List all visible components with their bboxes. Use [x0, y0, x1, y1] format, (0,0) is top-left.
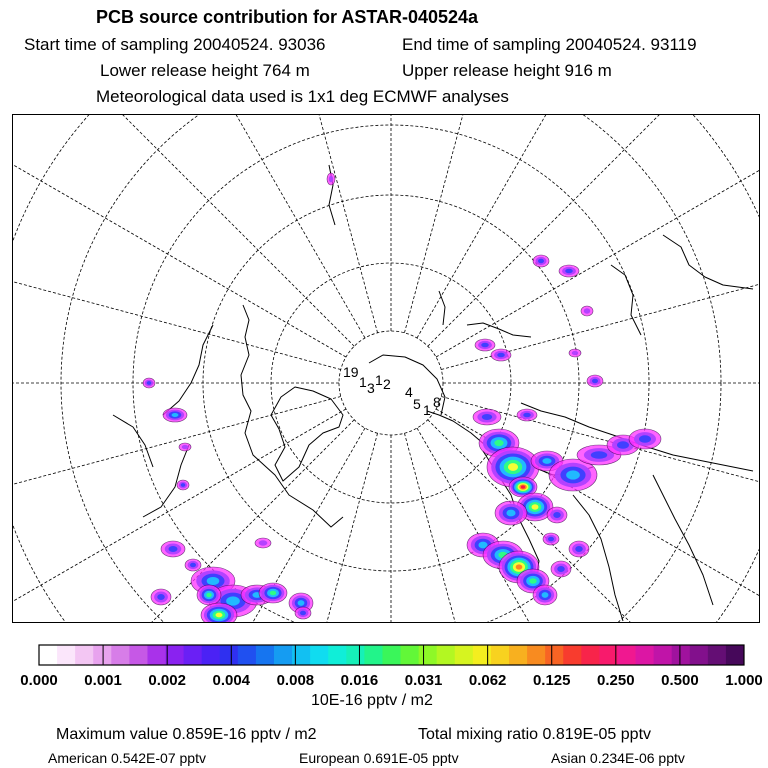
- maximum-value: Maximum value 0.859E-16 pptv / m2: [56, 726, 317, 743]
- color-scale-tick-label: 0.062: [468, 672, 507, 689]
- color-scale-tick-label: 0.000: [20, 672, 58, 689]
- plume-cell: [157, 594, 165, 600]
- plume-cell: [216, 613, 223, 618]
- color-scale-bin: [708, 645, 726, 665]
- color-scale-bin: [57, 645, 75, 665]
- color-scale-bin: [563, 645, 581, 665]
- color-scale-bin: [473, 645, 491, 665]
- color-scale-tick-label: 0.001: [84, 672, 122, 689]
- plume-cell: [542, 458, 551, 464]
- color-scale-bin: [328, 645, 346, 665]
- latitude-circle: [13, 115, 759, 622]
- meridian-line: [13, 115, 346, 357]
- plume-cell: [497, 353, 505, 358]
- total-mixing-ratio: Total mixing ratio 0.819E-05 pptv: [418, 726, 652, 743]
- plume-cell: [521, 485, 525, 488]
- meridian-line: [13, 409, 346, 622]
- coastline: [241, 305, 343, 527]
- plume-cell: [548, 537, 554, 542]
- plume-cell: [516, 564, 523, 569]
- color-scale-bin: [654, 645, 672, 665]
- pole-station-label: 4: [405, 384, 413, 400]
- color-scale-bin: [184, 645, 202, 665]
- color-scale-bin: [527, 645, 545, 665]
- color-scale-bin: [617, 645, 635, 665]
- meridian-line: [428, 115, 759, 346]
- plume-cell: [592, 379, 598, 384]
- plume-cell: [298, 600, 305, 606]
- plume-cell: [190, 563, 196, 568]
- plume-cell: [169, 546, 178, 552]
- plume-cell: [639, 435, 651, 443]
- color-scale-bin: [147, 645, 165, 665]
- plume-cell: [506, 510, 515, 517]
- meteorological-data: Meteorological data used is 1x1 deg ECMWF analyses: [96, 87, 509, 106]
- coastline: [439, 291, 445, 325]
- color-scale-bin: [93, 645, 111, 665]
- color-scale-bin: [509, 645, 527, 665]
- map-canvas: [13, 115, 759, 622]
- color-scale-bin: [455, 645, 473, 665]
- color-scale-bin: [129, 645, 147, 665]
- coastline: [663, 235, 753, 289]
- plume-cell: [172, 413, 179, 417]
- meridian-line: [417, 115, 751, 338]
- plume-field: [143, 173, 661, 622]
- coastline: [611, 265, 641, 335]
- color-scale-bin: [491, 645, 509, 665]
- color-scale-bin: [599, 645, 617, 665]
- plume-cell: [482, 414, 493, 420]
- plume-cell: [617, 441, 629, 449]
- plume-cell: [207, 577, 220, 585]
- color-scale-bin: [437, 645, 455, 665]
- plume-cell: [557, 566, 565, 572]
- start-time: Start time of sampling 20040524. 93036: [24, 35, 326, 54]
- plume-cell: [532, 504, 539, 509]
- color-scale-tick-label: 0.002: [148, 672, 186, 689]
- plume-cell: [494, 440, 503, 446]
- color-scale-tick-label: 0.008: [276, 672, 315, 689]
- color-scale-tick-label: 0.500: [661, 672, 699, 689]
- latitude-circle: [13, 115, 759, 622]
- plume-cell: [508, 463, 518, 471]
- meridian-line: [13, 115, 354, 346]
- color-scale-bin: [202, 645, 220, 665]
- color-scale-bin: [636, 645, 654, 665]
- color-scale-bin: [346, 645, 364, 665]
- color-scale-bin: [39, 645, 57, 665]
- coastlines: [113, 165, 753, 621]
- color-scale-tick-label: 0.004: [212, 672, 251, 689]
- asian-contribution: Asian 0.234E-06 pptv: [551, 750, 685, 766]
- latitude-circle: [13, 115, 759, 622]
- color-scale-bin: [292, 645, 310, 665]
- color-scale-bin: [545, 645, 563, 665]
- coastline: [163, 325, 213, 415]
- plume-cell: [481, 343, 489, 348]
- color-scale: [38, 644, 745, 666]
- coastline: [113, 415, 153, 467]
- pole-station-label: 2: [383, 376, 391, 392]
- color-scale-bin: [581, 645, 599, 665]
- end-time: End time of sampling 20040524. 93119: [402, 35, 697, 54]
- color-scale-bin: [382, 645, 400, 665]
- meridian-line: [31, 115, 365, 338]
- color-scale-bin: [274, 645, 292, 665]
- color-scale-tick-label: 0.125: [532, 672, 571, 689]
- upper-release-height: Upper release height 916 m: [402, 61, 612, 80]
- plume-cell: [538, 259, 544, 264]
- pole-station-label: 1: [359, 374, 367, 390]
- coastline: [467, 323, 531, 337]
- plume-cell: [259, 540, 268, 545]
- color-scale-bin: [75, 645, 93, 665]
- color-scale-bin: [256, 645, 274, 665]
- pole-station-label: 19: [343, 364, 359, 380]
- color-scale-bin: [220, 645, 238, 665]
- color-scale-bin: [238, 645, 256, 665]
- plume-cell: [591, 451, 608, 459]
- lower-release-height: Lower release height 764 m: [100, 61, 310, 80]
- plume-cell: [529, 578, 536, 584]
- color-scale-bin: [310, 645, 328, 665]
- plume-cell: [329, 176, 333, 183]
- polar-map: [12, 114, 760, 623]
- map-title: PCB source contribution for ASTAR-040524a: [96, 7, 479, 27]
- plume-cell: [300, 611, 306, 616]
- plume-cell: [565, 269, 573, 274]
- meridian-line: [436, 115, 759, 357]
- plume-cell: [270, 591, 276, 596]
- color-scale-tick-label: 0.250: [597, 672, 635, 689]
- european-contribution: European 0.691E-05 pptv: [299, 750, 459, 766]
- unit-label: 10E-16 pptv / m2: [311, 692, 433, 709]
- plume-cell: [584, 308, 591, 313]
- color-scale-tick-label: 0.016: [340, 672, 379, 689]
- plume-cell: [553, 512, 561, 518]
- pole-station-label: 1: [423, 402, 431, 418]
- color-scale-bin: [690, 645, 708, 665]
- plume-cell: [572, 351, 579, 355]
- color-scale-tick-label: 0.031: [404, 672, 443, 689]
- color-scale-bin: [726, 645, 744, 665]
- color-scale-bin: [401, 645, 419, 665]
- plume-cell: [226, 596, 240, 605]
- pole-station-label: 8: [433, 394, 441, 410]
- color-scale-bin: [166, 645, 184, 665]
- color-scale-bin: [419, 645, 437, 665]
- color-scale-tick-label: 1.000: [725, 672, 763, 689]
- plume-cell: [575, 546, 583, 552]
- plume-cell: [566, 470, 580, 479]
- plume-cell: [206, 593, 212, 598]
- color-scale-bin: [672, 645, 690, 665]
- pole-station-label: 1: [375, 372, 383, 388]
- pole-station-label: 3: [367, 380, 375, 396]
- plume-cell: [542, 592, 549, 598]
- graticule: [13, 115, 759, 622]
- meridian-line: [13, 197, 341, 370]
- pole-station-label: 5: [413, 396, 421, 412]
- color-scale-bin: [364, 645, 382, 665]
- plume-cell: [181, 483, 186, 487]
- plume-cell: [147, 381, 152, 385]
- latitude-circle: [339, 331, 443, 435]
- color-scale-bin: [111, 645, 129, 665]
- plume-cell: [182, 445, 189, 449]
- american-contribution: American 0.542E-07 pptv: [48, 750, 206, 766]
- coastline: [653, 475, 713, 605]
- plume-cell: [523, 413, 531, 418]
